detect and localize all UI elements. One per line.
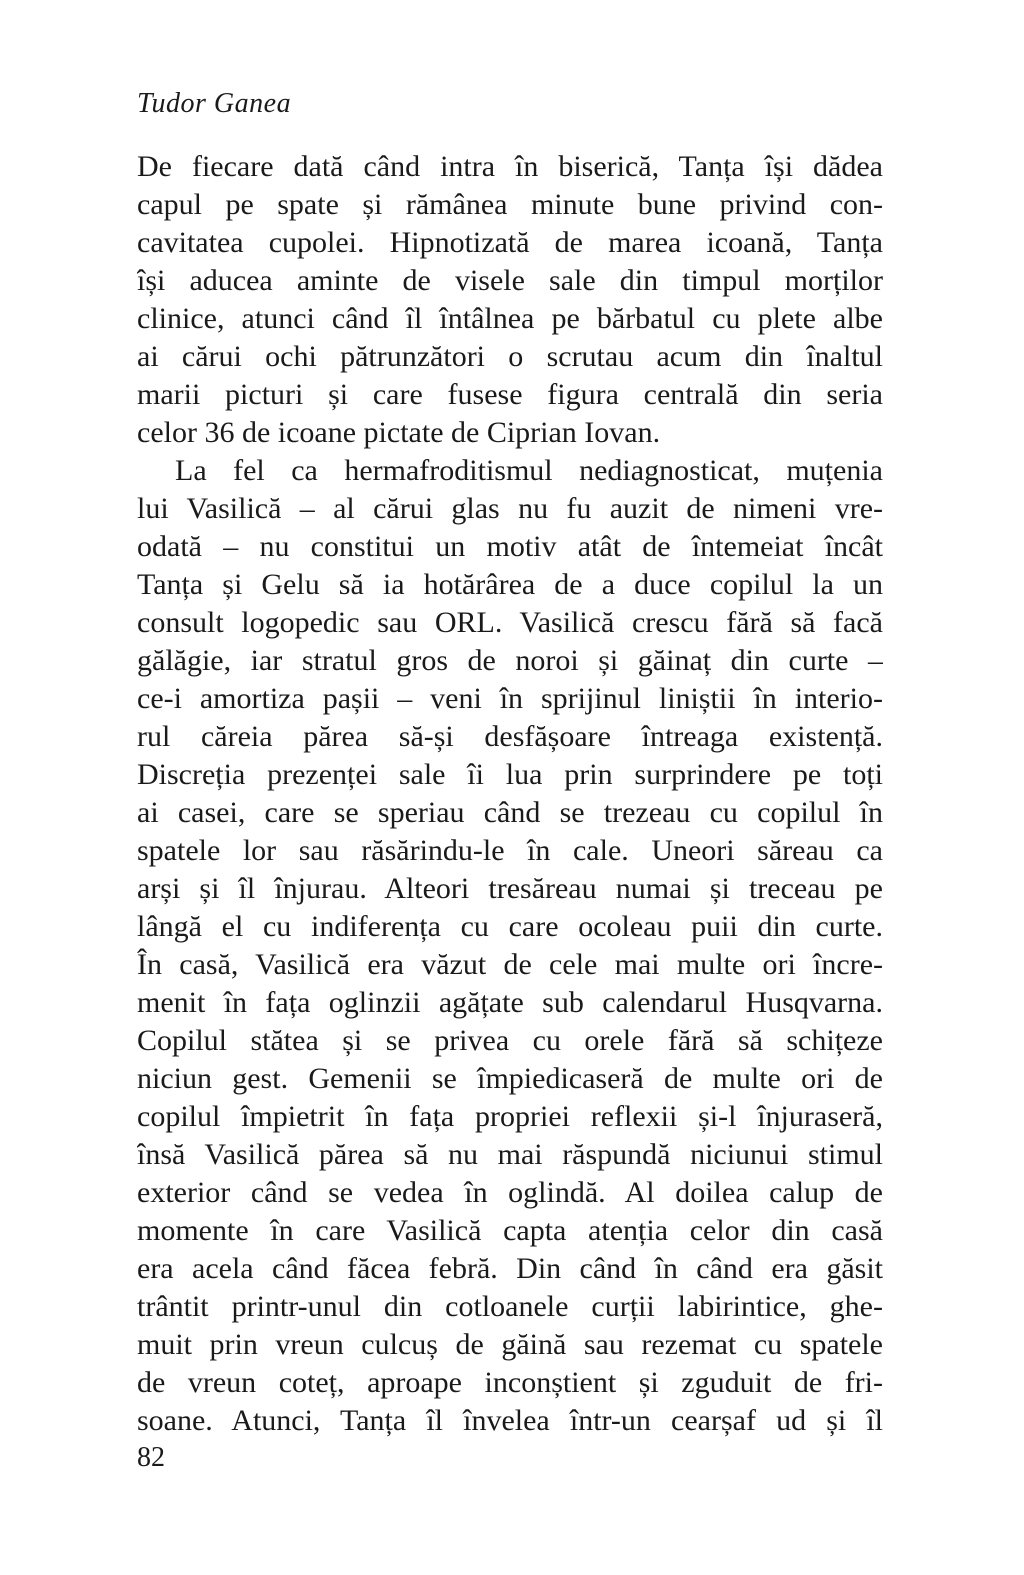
text-line: Tanța și Gelu să ia hotărârea de a duce copilul la un [137,568,883,601]
text-line: momente în care Vasilică capta atenția celor din casă [137,1214,883,1247]
text-line: rul căreia părea să-și desfășoare întreaga existență. [137,720,883,753]
text-line: cavitatea cupolei. Hipnotizată de marea icoană, Tanța [137,226,883,259]
text-line: clinice, atunci când îl întâlnea pe bărbatul cu plete albe [137,302,883,335]
text-line: era acela când făcea febră. Din când în când era găsit [137,1252,883,1285]
running-head: Tudor Ganea [137,88,292,119]
text-line: ce-i amortiza pașii – veni în sprijinul liniștii în interio- [137,682,883,715]
text-line: lui Vasilică – al cărui glas nu fu auzit de nimeni vre- [137,492,883,525]
text-line: de vreun coteț, aproape inconștient și zguduit de fri- [137,1366,883,1399]
text-line: gălăgie, iar stratul gros de noroi și găinaț din curte – [137,644,883,677]
text-line: arși și îl înjurau. Alteori tresăreau numai și treceau pe [137,872,883,905]
text-line: soane. Atunci, Tanța îl învelea într-un cearșaf ud și îl [137,1404,883,1437]
text-line: trântit printr-unul din cotloanele curții labirintice, ghe- [137,1290,883,1323]
text-line: muit prin vreun culcuș de găină sau rezemat cu spatele [137,1328,883,1361]
text-line: ai casei, care se speriau când se trezeau cu copilul în [137,796,883,829]
page-number: 82 [137,1442,165,1473]
text-line: copilul împietrit în fața propriei reflexii și-l înjuraseră, [137,1100,883,1133]
text-line: Discreția prezenței sale îi lua prin surprindere pe toți [137,758,883,791]
text-line: capul pe spate și rămânea minute bune privind con- [137,188,883,221]
text-line: ai cărui ochi pătrunzători o scrutau acum din înaltul [137,340,883,373]
text-line: În casă, Vasilică era văzut de cele mai multe ori încre- [137,948,883,981]
text-line: niciun gest. Gemenii se împiedicaseră de multe ori de [137,1062,883,1095]
text-line: lângă el cu indiferența cu care ocoleau puii din curte. [137,910,883,943]
text-line: La fel ca hermafroditismul nediagnosticat, muțenia [175,454,883,487]
text-line: însă Vasilică părea să nu mai răspundă niciunui stimul [137,1138,883,1171]
body-text [137,148,883,1440]
text-line: spatele lor sau răsărindu-le în cale. Uneori săreau ca [137,834,883,867]
text-line: marii picturi și care fusese figura centrală din seria [137,378,883,411]
text-line: odată – nu constitui un motiv atât de întemeiat încât [137,530,883,563]
text-line: Copilul stătea și se privea cu orele fără să schițeze [137,1024,883,1057]
text-line: De fiecare dată când intra în biserică, Tanța își dădea [137,150,883,183]
text-line: exterior când se vedea în oglindă. Al doilea calup de [137,1176,883,1209]
text-line: menit în fața oglinzii agățate sub calendarul Husqvarna. [137,986,883,1019]
text-line: își aducea aminte de visele sale din timpul morților [137,264,883,297]
text-line: consult logopedic sau ORL. Vasilică crescu fără să facă [137,606,883,639]
text-line: celor 36 de icoane pictate de Ciprian Iovan. [137,416,661,449]
